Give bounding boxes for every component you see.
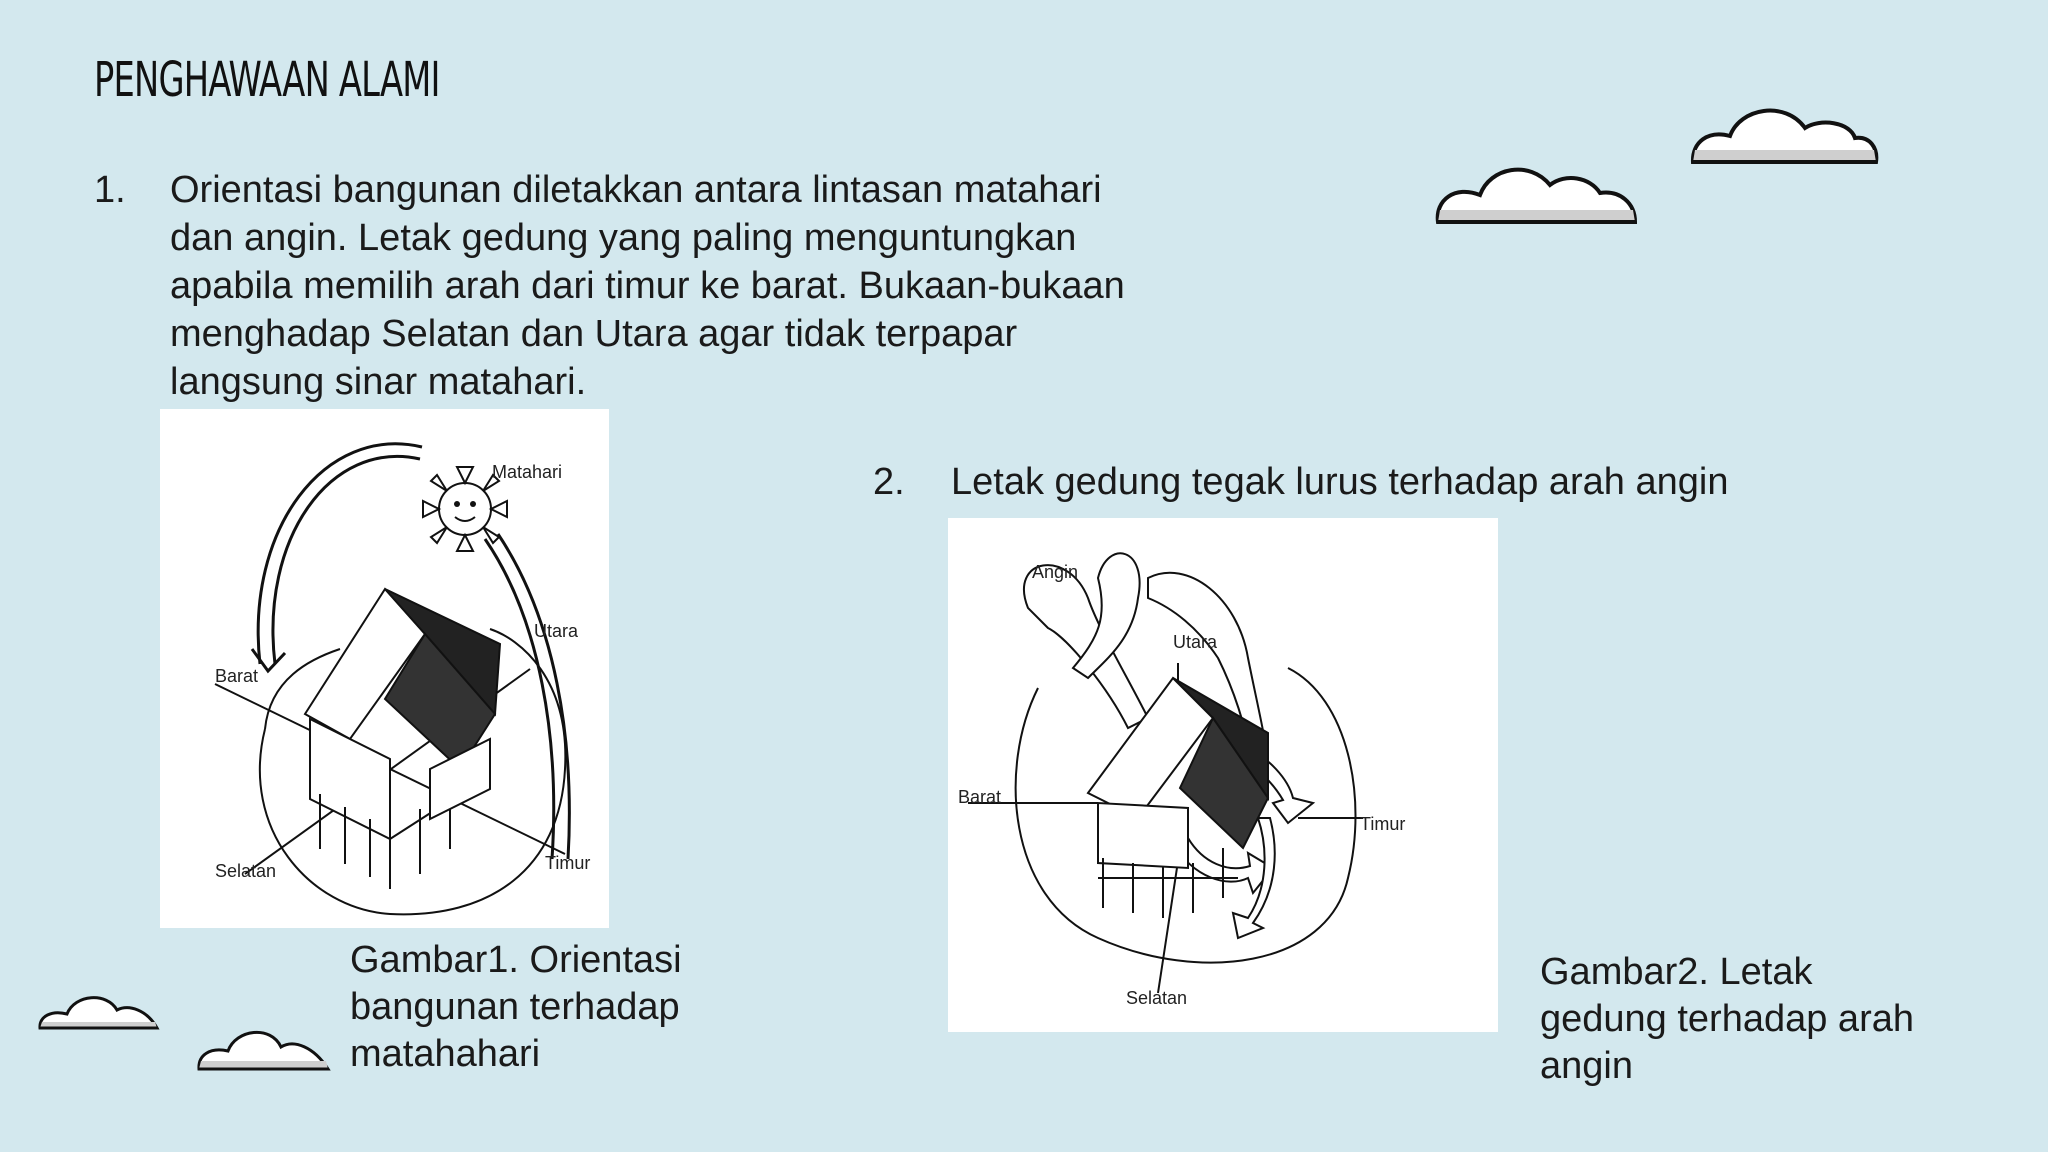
figure1-caption: Gambar1. Orientasi bangunan terhadap matahahari: [350, 939, 682, 1075]
slide-title: PENGHAWAAN ALAMI: [94, 52, 440, 108]
south-label: Selatan: [215, 861, 277, 881]
list-number: 1.: [94, 169, 126, 211]
list-text: Letak gedung tegak lurus terhadap arah angin: [951, 461, 1729, 503]
south-label: Selatan: [1126, 988, 1188, 1008]
sun-label: Matahari: [492, 462, 563, 482]
wind-label: Angin: [1032, 562, 1079, 582]
west-label: Barat: [215, 666, 259, 686]
figure2-caption: Gambar2. Letak gedung terhadap arah angin: [1540, 951, 1914, 1087]
east-label: Timur: [545, 853, 591, 873]
list-number: 2.: [873, 461, 905, 503]
house-icon: [305, 589, 500, 889]
sun-orientation-figure: [160, 409, 609, 928]
list-text: Orientasi bangunan diletakkan antara lintasan matahari dan angin. Letak gedung yang paling menguntungkan apabila memilih arah dari timur ke barat. Bukaan-bukaan menghadap Selatan dan Utara agar tidak terpapar langsung sinar matahari.: [170, 169, 1125, 403]
north-label: Utara: [1173, 632, 1218, 652]
west-label: Barat: [958, 787, 1002, 807]
cloud-icon: [1435, 155, 1640, 225]
wind-orientation-figure: [948, 518, 1498, 1032]
east-label: Timur: [1360, 814, 1406, 834]
cloud-icon: [1690, 100, 1880, 165]
cloud-icon: [196, 1023, 332, 1073]
north-label: Utara: [534, 621, 579, 641]
cloud-icon: [37, 988, 162, 1032]
